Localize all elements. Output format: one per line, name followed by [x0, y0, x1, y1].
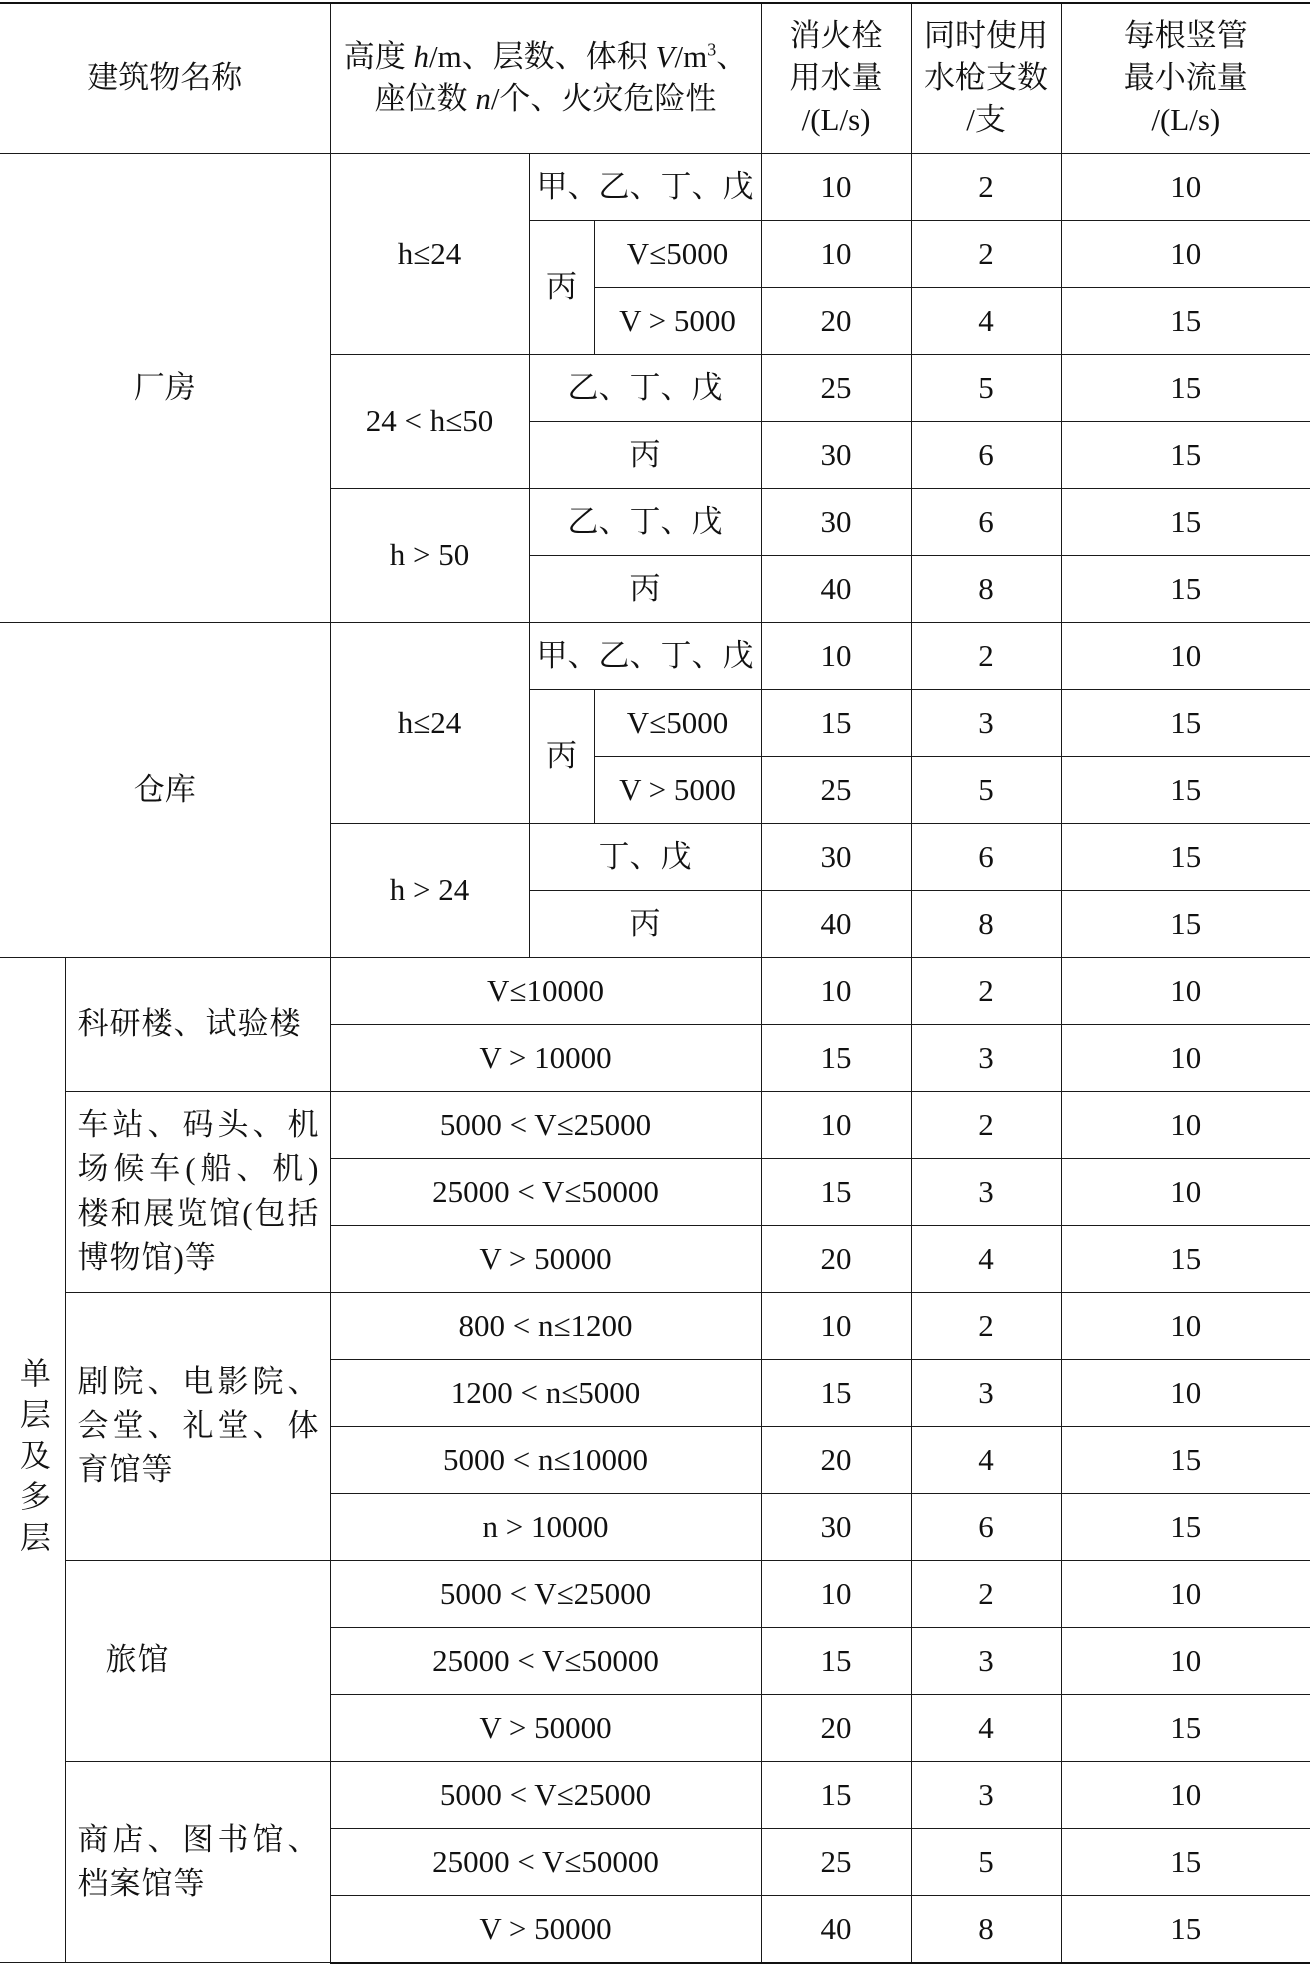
condition-volume: V > 5000	[594, 287, 761, 354]
group-warehouse: 仓库	[0, 622, 330, 957]
cell-riser-flow: 15	[1061, 1828, 1310, 1895]
condition-volume: 5000 < V≤25000	[330, 1091, 761, 1158]
table-row	[0, 1560, 1310, 1627]
table-row	[0, 153, 1310, 220]
cell-nozzle-count: 5	[911, 354, 1061, 421]
cell-riser-flow: 15	[1061, 823, 1310, 890]
cell-hydrant-flow: 10	[761, 1091, 911, 1158]
cell-riser-flow: 10	[1061, 1359, 1310, 1426]
condition-hazard: 甲、乙、丁、戊	[529, 622, 761, 689]
subgroup-shop: 商店、图书馆、档案馆等	[65, 1761, 330, 1963]
cell-nozzle-count: 3	[911, 1761, 1061, 1828]
condition-volume: V≤10000	[330, 957, 761, 1024]
cell-hydrant-flow: 20	[761, 1225, 911, 1292]
cell-hydrant-flow: 20	[761, 287, 911, 354]
condition-height: h≤24	[330, 622, 529, 823]
cell-hydrant-flow: 10	[761, 622, 911, 689]
cell-riser-flow: 10	[1061, 1560, 1310, 1627]
cell-nozzle-count: 3	[911, 1024, 1061, 1091]
condition-height: h > 50	[330, 488, 529, 622]
cell-riser-flow: 15	[1061, 354, 1310, 421]
cell-hydrant-flow: 10	[761, 153, 911, 220]
cell-riser-flow: 15	[1061, 1493, 1310, 1560]
condition-seats: n > 10000	[330, 1493, 761, 1560]
cell-riser-flow: 10	[1061, 1292, 1310, 1359]
condition-hazard: 甲、乙、丁、戊	[529, 153, 761, 220]
cell-hydrant-flow: 10	[761, 1292, 911, 1359]
table-row	[0, 1292, 1310, 1359]
condition-hazard: 乙、丁、戊	[529, 488, 761, 555]
cell-riser-flow: 15	[1061, 689, 1310, 756]
condition-height: h≤24	[330, 153, 529, 354]
cell-riser-flow: 15	[1061, 1225, 1310, 1292]
cell-riser-flow: 10	[1061, 1091, 1310, 1158]
condition-volume: V > 50000	[330, 1225, 761, 1292]
cell-riser-flow: 15	[1061, 488, 1310, 555]
header-parameters: 高度 h/m、层数、体积 $V/m^3$、 座位数 n/个、火灾危险性	[330, 3, 761, 153]
cell-nozzle-count: 2	[911, 622, 1061, 689]
cell-nozzle-count: 2	[911, 957, 1061, 1024]
cell-hydrant-flow: 10	[761, 1560, 911, 1627]
condition-seats: 800 < n≤1200	[330, 1292, 761, 1359]
cell-nozzle-count: 8	[911, 890, 1061, 957]
cell-hydrant-flow: 40	[761, 890, 911, 957]
cell-riser-flow: 15	[1061, 1895, 1310, 1963]
cell-riser-flow: 10	[1061, 153, 1310, 220]
cell-hydrant-flow: 15	[761, 1359, 911, 1426]
condition-hazard: 乙、丁、戊	[529, 354, 761, 421]
cell-hydrant-flow: 40	[761, 1895, 911, 1963]
subgroup-lab: 科研楼、试验楼	[65, 957, 330, 1091]
cell-hydrant-flow: 25	[761, 354, 911, 421]
condition-height: 24 < h≤50	[330, 354, 529, 488]
cell-hydrant-flow: 30	[761, 1493, 911, 1560]
cell-riser-flow: 15	[1061, 1694, 1310, 1761]
condition-seats: 1200 < n≤5000	[330, 1359, 761, 1426]
cell-hydrant-flow: 30	[761, 421, 911, 488]
condition-volume: V > 50000	[330, 1694, 761, 1761]
cell-nozzle-count: 8	[911, 1895, 1061, 1963]
condition-volume: 25000 < V≤50000	[330, 1627, 761, 1694]
condition-volume: 25000 < V≤50000	[330, 1828, 761, 1895]
cell-hydrant-flow: 20	[761, 1426, 911, 1493]
condition-volume: 25000 < V≤50000	[330, 1158, 761, 1225]
header-riser-min-flow: 每根竖管 最小流量 /(L/s)	[1061, 3, 1310, 153]
cell-hydrant-flow: 15	[761, 1024, 911, 1091]
cell-nozzle-count: 4	[911, 1694, 1061, 1761]
cell-riser-flow: 10	[1061, 1761, 1310, 1828]
condition-volume: V > 50000	[330, 1895, 761, 1963]
cell-hydrant-flow: 15	[761, 1158, 911, 1225]
table-row	[0, 1761, 1310, 1828]
cell-nozzle-count: 8	[911, 555, 1061, 622]
condition-volume: V > 5000	[594, 756, 761, 823]
cell-riser-flow: 15	[1061, 1426, 1310, 1493]
cell-nozzle-count: 5	[911, 756, 1061, 823]
cell-nozzle-count: 2	[911, 153, 1061, 220]
cell-hydrant-flow: 30	[761, 488, 911, 555]
condition-hazard: 丙	[529, 555, 761, 622]
group-factory: 厂房	[0, 153, 330, 622]
cell-nozzle-count: 6	[911, 488, 1061, 555]
header-row	[0, 3, 1310, 153]
condition-hazard: 丙	[529, 689, 594, 823]
condition-volume: 5000 < V≤25000	[330, 1761, 761, 1828]
table-row	[0, 1091, 1310, 1158]
cell-nozzle-count: 4	[911, 1225, 1061, 1292]
hydrant-flow-table	[0, 2, 1310, 1964]
cell-nozzle-count: 6	[911, 421, 1061, 488]
condition-volume: 5000 < V≤25000	[330, 1560, 761, 1627]
cell-hydrant-flow: 25	[761, 756, 911, 823]
cell-riser-flow: 15	[1061, 287, 1310, 354]
cell-hydrant-flow: 25	[761, 1828, 911, 1895]
cell-nozzle-count: 3	[911, 1627, 1061, 1694]
header-building-name: 建筑物名称	[0, 3, 330, 153]
subgroup-hotel: 旅馆	[65, 1560, 330, 1761]
condition-height: h > 24	[330, 823, 529, 957]
subgroup-theater: 剧院、电影院、会堂、礼堂、体育馆等	[65, 1292, 330, 1560]
cell-riser-flow: 15	[1061, 555, 1310, 622]
condition-volume: V > 10000	[330, 1024, 761, 1091]
condition-hazard: 丙	[529, 220, 594, 354]
cell-hydrant-flow: 10	[761, 220, 911, 287]
table-row	[0, 622, 1310, 689]
cell-nozzle-count: 5	[911, 1828, 1061, 1895]
cell-hydrant-flow: 40	[761, 555, 911, 622]
header-nozzle-count: 同时使用 水枪支数 /支	[911, 3, 1061, 153]
cell-riser-flow: 10	[1061, 622, 1310, 689]
cell-riser-flow: 10	[1061, 1158, 1310, 1225]
condition-hazard: 丁、戊	[529, 823, 761, 890]
cell-nozzle-count: 2	[911, 1560, 1061, 1627]
cell-hydrant-flow: 15	[761, 1627, 911, 1694]
cell-nozzle-count: 4	[911, 1426, 1061, 1493]
cell-nozzle-count: 2	[911, 1292, 1061, 1359]
condition-hazard: 丙	[529, 421, 761, 488]
condition-hazard: 丙	[529, 890, 761, 957]
cell-nozzle-count: 4	[911, 287, 1061, 354]
cell-hydrant-flow: 15	[761, 689, 911, 756]
cell-hydrant-flow: 30	[761, 823, 911, 890]
group-civil-low-rise: 单层及多层	[0, 957, 65, 1963]
condition-volume: V≤5000	[594, 689, 761, 756]
cell-nozzle-count: 2	[911, 220, 1061, 287]
cell-nozzle-count: 6	[911, 1493, 1061, 1560]
header-hydrant-flow: 消火栓 用水量 /(L/s)	[761, 3, 911, 153]
cell-nozzle-count: 3	[911, 1158, 1061, 1225]
condition-volume: V≤5000	[594, 220, 761, 287]
cell-riser-flow: 15	[1061, 421, 1310, 488]
cell-riser-flow: 10	[1061, 1024, 1310, 1091]
table-row	[0, 957, 1310, 1024]
cell-riser-flow: 10	[1061, 957, 1310, 1024]
condition-seats: 5000 < n≤10000	[330, 1426, 761, 1493]
cell-nozzle-count: 3	[911, 1359, 1061, 1426]
cell-riser-flow: 10	[1061, 220, 1310, 287]
cell-riser-flow: 10	[1061, 1627, 1310, 1694]
cell-riser-flow: 15	[1061, 756, 1310, 823]
subgroup-station: 车站、码头、机场候车(船、机)楼和展览馆(包括博物馆)等	[65, 1091, 330, 1292]
cell-hydrant-flow: 20	[761, 1694, 911, 1761]
cell-hydrant-flow: 15	[761, 1761, 911, 1828]
cell-hydrant-flow: 10	[761, 957, 911, 1024]
cell-nozzle-count: 2	[911, 1091, 1061, 1158]
cell-nozzle-count: 3	[911, 689, 1061, 756]
cell-nozzle-count: 6	[911, 823, 1061, 890]
cell-riser-flow: 15	[1061, 890, 1310, 957]
